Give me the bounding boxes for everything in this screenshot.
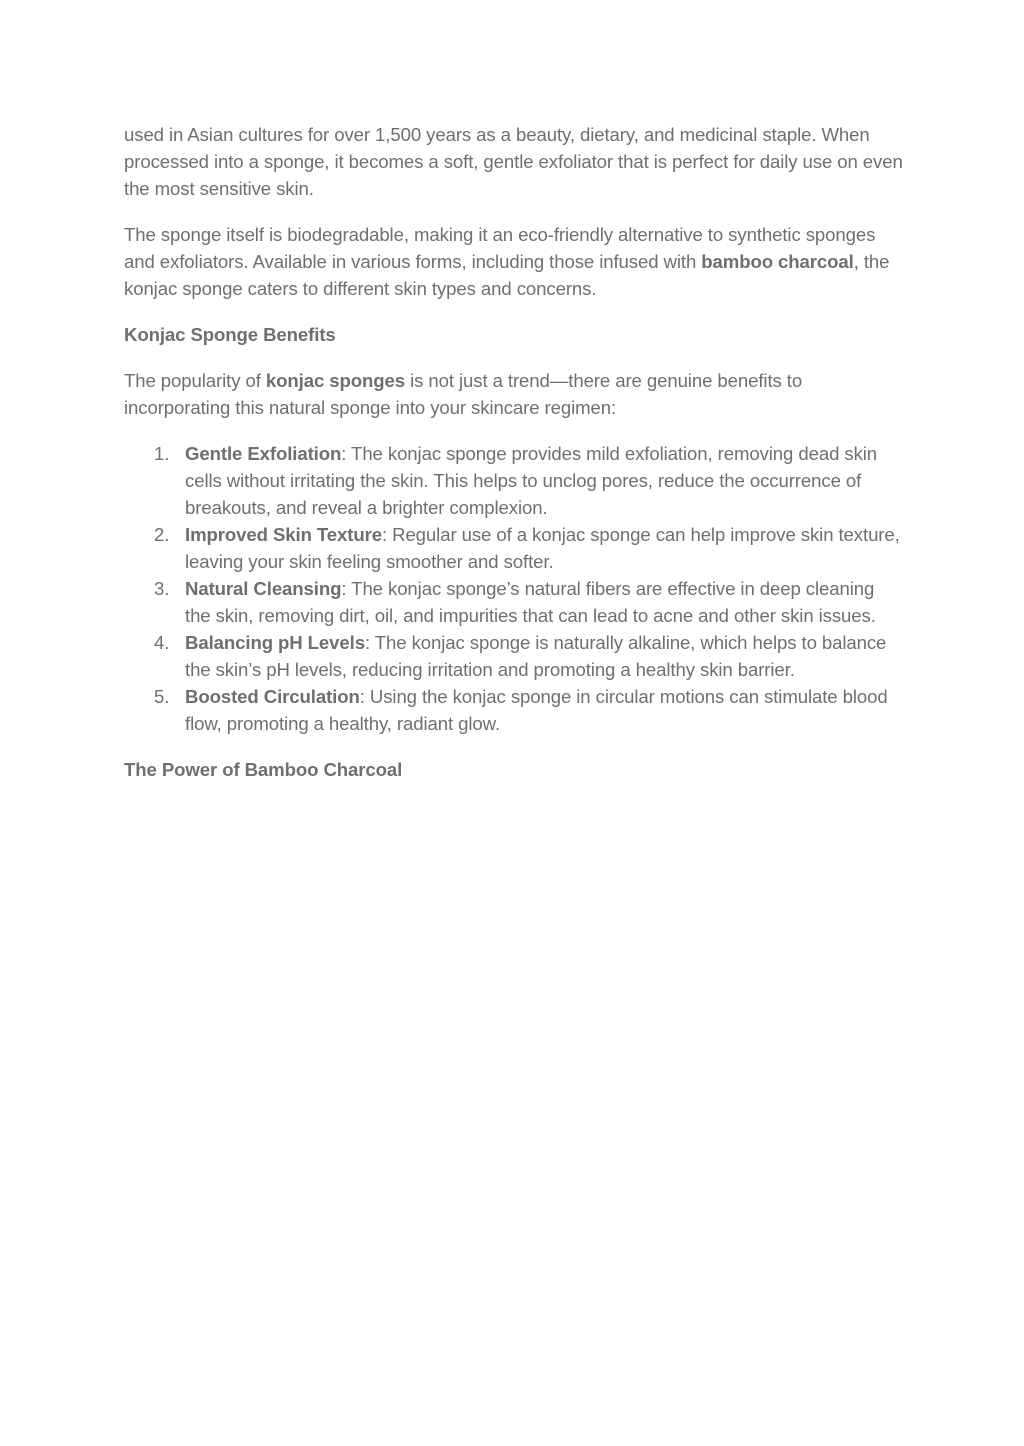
list-item <box>124 683 904 737</box>
sponge-text-end: , the konjac sponge caters to different skin types and concerns. <box>124 251 890 299</box>
bamboo-charcoal-bold: bamboo charcoal <box>701 251 854 272</box>
document-page <box>124 121 904 802</box>
list-number: 3. <box>154 578 170 599</box>
konjac-sponges-bold: konjac sponges <box>265 370 405 391</box>
list-item-title: Improved Skin Texture <box>185 524 382 545</box>
benefits-heading: Konjac Sponge Benefits <box>124 324 336 345</box>
intro-paragraph <box>124 121 904 202</box>
charcoal-heading: The Power of Bamboo Charcoal <box>124 759 403 780</box>
list-item-title: Natural Cleansing <box>185 578 342 599</box>
popularity-text-start: The popularity of <box>124 370 266 391</box>
list-item-text: : The konjac sponge provides mild exfoliation, removing dead skin cells without irritating the skin. This helps to unclog pores, reduce the occurrence of breakouts, and reveal a brighter complexion. <box>185 443 878 518</box>
list-number: 1. <box>154 443 170 464</box>
list-item <box>124 440 904 521</box>
list-item-title: Balancing pH Levels <box>185 632 365 653</box>
list-item <box>124 521 904 575</box>
sponge-text-start: The sponge itself is biodegradable, making it an eco-friendly alternative to synthetic sponges and exfoliators. Available in various forms, including those infused with <box>124 224 876 272</box>
list-item <box>124 629 904 683</box>
popularity-text-end: is not just a trend—there are genuine benefits to incorporating this natural sponge into your skincare regimen: <box>124 370 803 418</box>
list-item-text: : Regular use of a konjac sponge can help improve skin texture, leaving your skin feeling smoother and softer. <box>185 524 900 572</box>
list-item-title: Gentle Exfoliation <box>185 443 342 464</box>
intro-text: used in Asian cultures for over 1,500 years as a beauty, dietary, and medicinal staple. When processed into a sponge, it becomes a soft, gentle exfoliator that is perfect for daily use on even the most sensitive skin. <box>124 124 903 199</box>
list-item-text: : Using the konjac sponge in circular motions can stimulate blood flow, promoting a healthy, radiant glow. <box>185 686 888 734</box>
list-item-title: Boosted Circulation <box>185 686 360 707</box>
sponge-paragraph <box>124 221 904 302</box>
list-item-text: : The konjac sponge’s natural fibers are effective in deep cleaning the skin, removing dirt, oil, and impurities that can lead to acne and other skin issues. <box>185 578 876 626</box>
list-number: 5. <box>154 686 170 707</box>
list-number: 2. <box>154 524 170 545</box>
list-number: 4. <box>154 632 170 653</box>
popularity-paragraph <box>124 367 904 421</box>
list-item <box>124 575 904 629</box>
list-item-text: : The konjac sponge is naturally alkaline, which helps to balance the skin’s pH levels, reducing irritation and promoting a healthy skin barrier. <box>185 632 887 680</box>
benefits-list <box>124 440 904 737</box>
